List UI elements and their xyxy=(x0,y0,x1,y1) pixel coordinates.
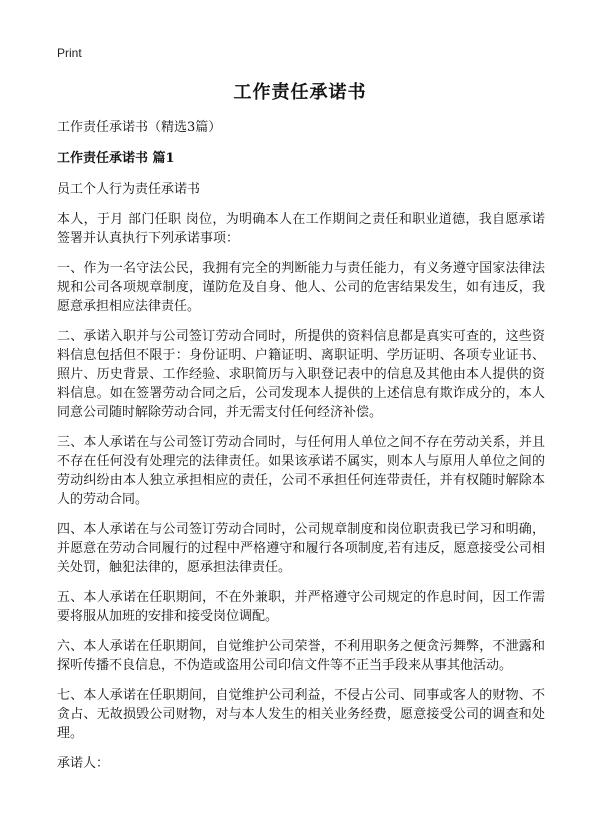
paragraph-clause-3: 三、本人承诺在与公司签订劳动合同时，与任何用人单位之间不存在劳动关系，并且不存在任何没有处理完的法律责任。如果该承诺不属实，则本人与原用人单位之间的劳动纠纷由本人独立承担相应的责任，公司不承担任何连带责任，并有权随时解除本人的劳动合同。 xyxy=(57,435,545,507)
print-link[interactable]: Print xyxy=(57,46,82,60)
paragraph-clause-1: 一、作为一名守法公民，我拥有完全的判断能力与责任能力，有义务遵守国家法律法规和公司各项规章制度，谨防危及自身、他人、公司的危害结果发生，如有违反，我愿意承担相应法律责任。 xyxy=(57,261,545,314)
paragraph-heading: 员工个人行为责任承诺书 xyxy=(57,182,201,197)
document-title: 工作责任承诺书 xyxy=(233,82,367,103)
paragraph-clause-5: 五、本人承诺在任职期间，不在外兼职，并严格遵守公司规定的作息时间，因工作需要将服从加班的安排和接受岗位调配。 xyxy=(57,590,545,624)
document-subtitle: 工作责任承诺书（精选3篇） xyxy=(57,120,222,135)
paragraph-clause-4: 四、本人承诺在与公司签订劳动合同时，公司规章制度和岗位职责我已学习和明确，并愿意在劳动合同履行的过程中严格遵守和履行各项制度,若有违反，愿意接受公司相关处罚，触犯法律的，愿承担法律责任。 xyxy=(57,522,545,575)
section-heading: 工作责任承诺书 篇1 xyxy=(57,151,175,166)
paragraph-clause-7: 七、本人承诺在任职期间，自觉维护公司利益，不侵占公司、同事或客人的财物、不贪占、无故损毁公司财物，对与本人发生的相关业务经费，愿意接受公司的调查和处理。 xyxy=(57,688,545,741)
paragraph-clause-2: 二、承诺入职并与公司签订劳动合同时，所提供的资料信息都是真实可查的，这些资料信息包括但不限于：身份证明、户籍证明、离职证明、学历证明、各项专业证书、照片、历史背景、工作经验、求职简历与入职登记表中的信息及其他由本人提供的资料信息。如在签署劳动合同之后，公司发现本人提供的上述信息有欺诈成分的，本人同意公司随时解除劳动合同，并无需支付任何经济补偿。 xyxy=(57,329,545,420)
paragraph-clause-6: 六、本人承诺在任职期间，自觉维护公司荣誉，不利用职务之便贪污舞弊，不泄露和探听传播不良信息，不伪造或盗用公司印信文件等不正当手段来从事其他活动。 xyxy=(57,639,545,673)
signature-line: 承诺人： xyxy=(57,756,110,771)
document-body xyxy=(57,118,545,784)
paragraph-intro: 本人，于月 部门任职 岗位，为明确本人在工作期间之责任和职业道德，我自愿承诺签署并认真执行下列承诺事项： xyxy=(57,212,545,246)
